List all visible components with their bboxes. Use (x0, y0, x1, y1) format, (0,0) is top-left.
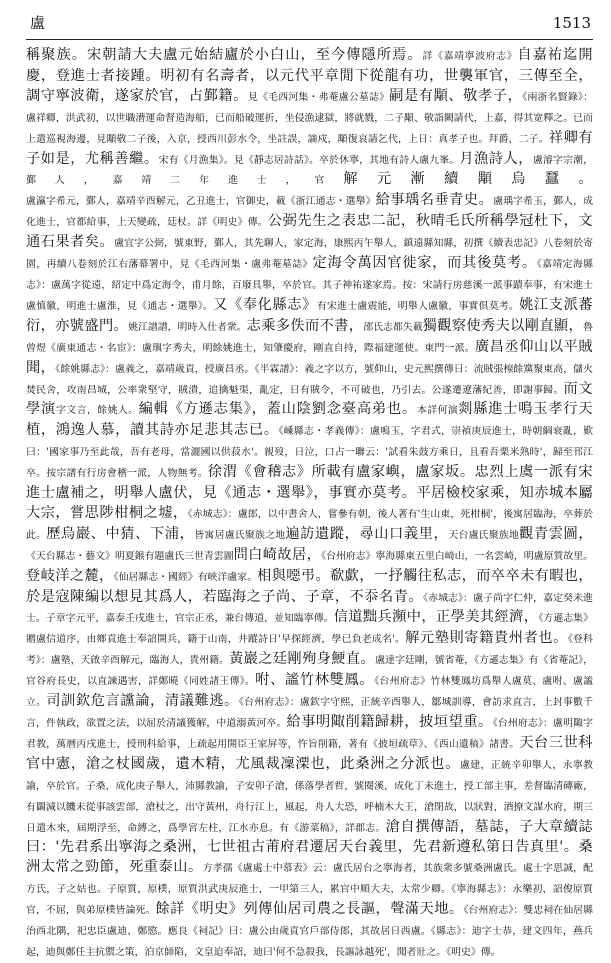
commentary-text: 宋有《月漁集》。見《靜志居詩話》。卒於休寧，其地有詩人盧九峯。 (158, 154, 460, 166)
commentary-text: 天台盧氏聚族地 (448, 529, 520, 541)
main-text: 公弼先生之表忠二記，秋晴毛氏所稱學冠杜下，文通石果者矣。 (26, 213, 593, 251)
commentary-text: 《仙居縣志・國經》有峡洋盧家。 (113, 571, 258, 583)
main-text: 稱聚族。宋朝請大夫盧元始結廬於小白山，至今傳隱所焉。 (26, 47, 423, 63)
commentary-text: 有宋進士盧震能，明舉人盧徽，事實俱莫考。 (316, 300, 520, 312)
commentary-text: 《餘姚縣志》：盧義之，嘉靖歲貢，授廣昌丞。《半霖譜》：義之字以方，號仰山，史元熙撰傳日：流賊張楾餘黨聚東高，儲火焚民舍，攻南昌城，公率衆堅守，賊潰，追擒魁渠，亂定，日有賊令，不可破也，乃引去。公遂遷遼藩紀善，即謝事歸。 (26, 363, 593, 396)
main-text: 剡縣進士鳴玉孝行天植，鴻逸人慕，讀其詩亦足悲其志已。 (26, 401, 593, 439)
commentary-text: 詳《嘉靖寧波府志》 (422, 51, 518, 62)
main-text: 登岐洋之麓， (26, 567, 114, 584)
page-header (26, 12, 593, 40)
main-text: 司訓欽危言讜論，清議難逃。 (46, 693, 239, 710)
commentary-text: 《台州府志》：雙忠祠在仙居縣治西北隅，祀忠臣盧迪、鄭愍。應良《祠記》曰：盧公由歲貢官戶部侍郎，其故居日西盧。《縣志》：迪字士恭，建文四年，燕兵起，迪與鄭任主抗禦之策，泊京師陷，文皇迫奉詔，迪曰'何不急殺我，長謳詠越死'，聞者壯之。《明史》傳。 (26, 905, 593, 958)
main-text: 定海令萬因官徙家，而其後莫考。 (312, 255, 537, 272)
commentary-text: 《嵊縣志・孝義傳》：盧鳴玉，字君式，崇禎庚辰進士，時朝綱衰亂，歎曰：'國家事乃至此哉，吾有老母，當灑國以供菽水'。親歿，日泣，口占一聯云：'試看朱鼓方乘日，且看吾栗米熟時'，歸至邗江卒。按宗譜有行房會稽一派，人物無考。 (26, 426, 593, 480)
commentary-text: 《嘉靖定海縣志》：盧萬字從遠，紹定中爲定海令，甫月餘，百廢具舉，卒於官。其子神祐遂家焉。按：宋請行房慈溪一派事蹟奉事，有宋進士盧慎徽，明進士盧淮，見《通志・選舉》。 (26, 259, 593, 312)
commentary-text: 魯曾煜《廣東通志・名宦》：盧璵字秀夫，明餘姚進士，知肇慶府，剛直自持，際福建運使。東門一派。 (26, 321, 593, 354)
main-text: 解元塾則寄籍貴州者也。 (405, 630, 568, 647)
main-text: 觀青雲圖， (519, 525, 593, 542)
commentary-text: 《赤城志》：盧子尚字仁仲，嘉定癸未進士。子章字元平，嘉泰壬戌進士，官宗正丞，兼台傳道，並知臨寧傳。 (26, 592, 593, 625)
main-text: 平居檢校家乘，知赤城本屬大宗，嘗思陟柑桐之墟， (26, 485, 594, 521)
commentary-text: 盧達字廷剛，號省菴，《方遜志集》有《省菴記》，官谷府長史，以直諫遇害，詳鄭曉《同姓諸王傳》。 (26, 655, 593, 688)
main-text: 解元漸續顒烏蠶。 (343, 171, 593, 188)
main-text: 又《奉化縣志》 (213, 296, 317, 313)
main-text: 餘詳《明史》列傳 (155, 901, 273, 918)
commentary-text: 《赤城志》：盧郎，以中書舍人，嘗參有朝，後人著有'生山東，死柑桐'，後寓居臨海，卒葬於此。 (26, 508, 593, 541)
main-text: 編輯《方遜志集》，蓋山陰劉念臺高弟也。 (138, 401, 417, 418)
main-text: 咐、謐竹林雙鳳。 (255, 672, 375, 689)
commentary-text: 《台州府志》：盧欽字守熙，正統辛酉舉人，鄒城訓導，會訪求直言，上封事數千言，件執政，欲置之法，以屈於清議獲解，中道溺黃河卒。 (26, 697, 593, 729)
main-text: 問白崎故居， (233, 546, 322, 563)
main-text: 獨觀察使秀夫以剛直顯， (422, 317, 584, 334)
commentary-text: 《台州府志》竹林雙鳳坊爲舉人盧莫、盧咐、盧謐立。 (26, 676, 593, 709)
main-text: 姚江支派蕃衍，亦號盛門。 (26, 296, 593, 334)
commentary-text: 《台州府志》寧海縣東五里白崎山，一名雲崎，明盧原質故里。 (321, 550, 593, 562)
main-text: 給事瑀名垂青史。 (375, 192, 494, 209)
commentary-text: 盧宜字公弼，號東野，鄞人，其先聊人，家定海，康熙丙午舉人，鎮遠縣知縣，初撰《續表忠記》八卷刻於寄園，再續八卷刻於江右藩幕署中，見《毛西河集・盧弗菴墓誌》 (26, 238, 593, 271)
main-text: 而文學演 (26, 380, 593, 418)
commentary-text: 《登科考》：盧塾，天啟辛酉解元，臨海人，貴州籍。 (26, 634, 593, 667)
page-number: 1513 (552, 14, 591, 32)
page-title: 盧 (30, 14, 46, 32)
commentary-text: 《天台縣志・藝文》明夏鍭有題盧氏三世青雲圖 (26, 550, 234, 562)
main-text: 給事明陬削籍歸耕，披垣望重。 (286, 714, 493, 730)
main-text: 嗣是有顒、敬孝子， (389, 87, 523, 104)
commentary-text: 本詳何演 (416, 405, 459, 417)
main-text: 自嘉祐迄開慶，登進士者接踵。明初有名壽者，以元代平章閒下從龍有功，世襲軍官，三傳至全，調守寧波衛，遂家於官，占鄞籍。 (26, 47, 593, 104)
commentary-text: 《台州府志》：盧明陬字君教，萬曆丙戌進士，授刑科給事，上疏起用開臣王家屏等，忤旨削籍，著有《披垣疏草》、《西山遺稿》諸書。 (26, 718, 593, 750)
commentary-text: 皆寓居盧氏聚族之地 (194, 529, 286, 541)
main-text: 滄自撰傳語，墓誌，子大章續誌曰：'先君系出寧海之桑洲，七世祖古莆府君遷居天台義里，先君新遵私第日告真里'。 (26, 818, 593, 856)
commentary-text: 《兩浙名賢錄》：盧祥卿，洪武初，以世職漕運命督造海船，已而船破運折，坐侵漁逮獄，將就戮，二子顒、敬詣闕請代，上嘉，得其宽釋之。已而上遣巡視海邊，見顒敬二子後，入京，授西川彭水令，坐註誤，謫戍，顒復哀請乞代，上日：真孝子也。拜爵，二子。 (26, 91, 593, 145)
main-text: 相與噁弔。欷歔，一抒觸往私志，而卒卒未有暇也，於是寇陳編以想見其爲人，若臨海之子尚、子章，不忝名青。 (26, 567, 593, 605)
commentary-text: 盧濬字宗潮，鄞人，嘉靖二年進士，官 (26, 154, 593, 187)
main-text: 遍訪遺蹤，尋山口義里， (285, 525, 449, 542)
commentary-text: 見《毛西河集・弗菴盧公墓誌》 (247, 91, 390, 103)
commentary-text: 邵氏志都失載 (363, 321, 423, 333)
main-text: 仙居司農之長謳，聲滿天地。 (272, 901, 464, 918)
main-text: 桑洲太常之勁節，死重泰山。 (26, 839, 593, 876)
main-text: 廣昌丞仰山以平賊聞， (26, 338, 594, 376)
main-text: 天台三世科官中憲，滄之杖國歲，遺木精，尤風裁凜溧也，此桑洲之分派也。 (26, 734, 593, 772)
main-text: 祥卿有子如是，尤稱善繼。 (26, 129, 593, 167)
commentary-text: 《方遜志集》贈盧信道序，由鄉貢進士奉詔開兵，籍于山南，井蹤詩日'早探經濟，學已負老成名'。 (26, 613, 593, 646)
commentary-text: 姚江譜譜，明時入仕者衆。 (128, 321, 247, 333)
commentary-text: 方孝孺《盧處士中慕表》云：盧氏居台之寧海者，其族衆多號桑洲盧氏。處士字思誠，配方氏，子之姑也。子原質，原樸，原質洪武庚辰進士，一甲第三人，累官中順大夫，太常少卿。《寧海縣志》：永樂初，詔俊原質官，不屈，與弟原樸皆論死。 (26, 863, 593, 917)
body-text (26, 46, 593, 963)
main-text: 信道黜兵瀕中，正學美其經濟， (333, 609, 539, 626)
commentary-text: 盧瑀字希玉，鄞人，成化進士，官都給事，上天變疏，廷杖。詳《明史》傳。 (26, 196, 593, 229)
main-text: 歷烏巖、中猜、下浦， (46, 525, 195, 542)
commentary-text: 盧建，正統辛卯舉人，永寧教諭，卒於官。子桑，成化庚子舉人，沛縣教諭，子安卯子滄，係落學者哲，號閱溪，成化丁未進士，授工部主事，差督臨清磚廠，有闢減以饑未從事該雲部，滄杖之，出守黃州，舟行江上，風起，舟人大恐，呼楠木大王，滄閉故，以狀對，酒撩文謀水府，期三日遣木來，屆期浮至，命縛之，爲學宮左柱，江水亦息。有《游菜稿》，詳郡志。 (26, 759, 593, 834)
main-text: 月漁詩人， (459, 150, 533, 167)
main-text: 志乘多佚而不書， (246, 317, 364, 334)
commentary-text: 字文言，餘姚人。 (56, 405, 139, 417)
main-text: 徐渭《會稽志》所載有盧家嶼，盧家坂。忠烈上虞一派有宋進士盧補之，明舉人盧伏，見《通志・選舉》，事實亦莫考。 (26, 464, 593, 502)
commentary-text: 盧瀛字希元，鄞人，嘉靖辛酉解元，乙丑進士，官御史，載《浙江通志・選舉》 (26, 196, 376, 208)
main-text: 黃巖之廷剛殉身鯁直。 (229, 651, 376, 668)
